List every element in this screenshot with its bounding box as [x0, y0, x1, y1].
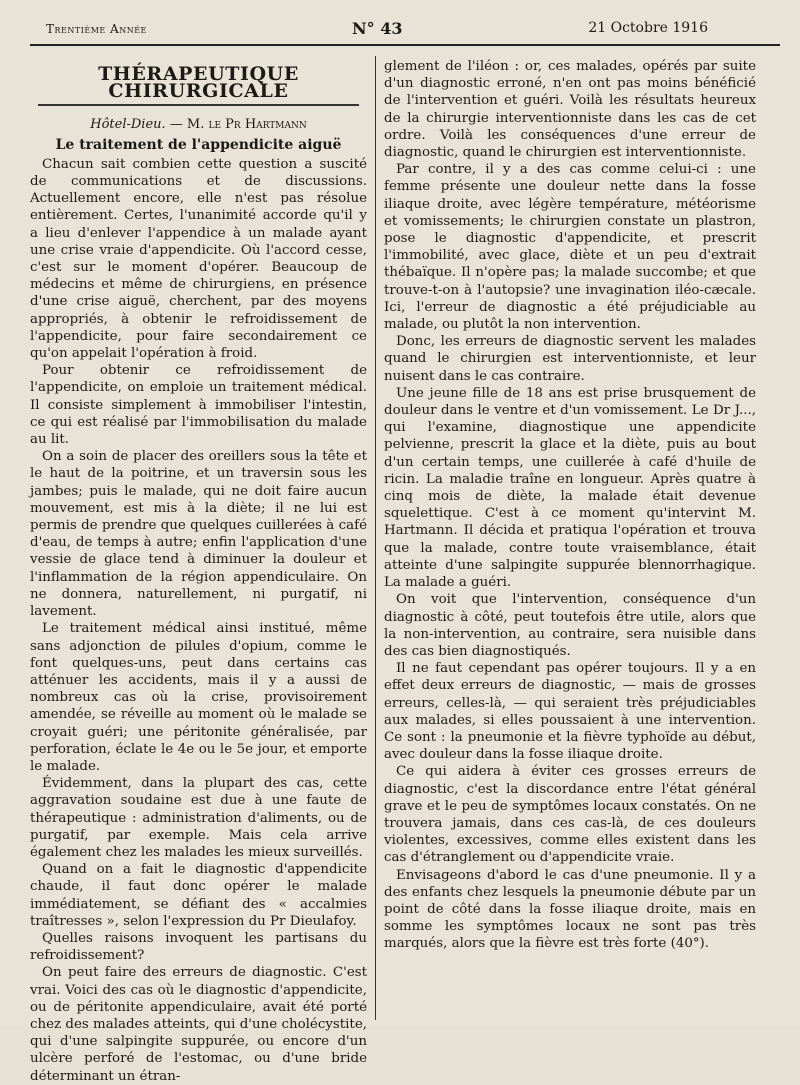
byline-place: Hôtel-Dieu.: [90, 117, 166, 133]
volume-label: Trentième Année: [46, 22, 147, 36]
issue-number: N° 43: [352, 19, 403, 38]
paragraph: Donc, les erreurs de diagnostic servent les malades quand le chirurgien est interventionniste, et leur nuisent dans le cas contraire.: [384, 334, 756, 384]
section-title: THÉRAPEUTIQUE CHIRURGICALE: [98, 63, 299, 103]
masthead-rule: [30, 44, 780, 46]
paragraph: Une jeune fille de 18 ans est prise brusquement de douleur dans le ventre et d'un vomissement. Le Dr J..., qui l'examine, diagnostique une appendicite pelvienne, prescrit la glace et la diète, puis au bout d'un certain temps, une cuillerée à café d'huile de ricin. La maladie traîne en longueur. Après quatre à cinq mois de diète, la malade était devenue squelettique. C'est à ce moment qu'intervint M. Hartmann. Il décida et pratiqua l'opération et trouva que la malade, contre toute vraisemblance, était atteinte d'une salpingite suppurée blennorrhagique. La malade a guéri.: [384, 385, 756, 591]
right-column: [384, 58, 756, 953]
paragraph: glement de l'iléon : or, ces malades, opérés par suite d'un diagnostic erroné, n'en ont pas moins bénéficié de l'intervention et guéri. Voilà les résultats heureux de la chirurgie interventionniste dans les cas de cet ordre. Voilà les conséquences d'une erreur de diagnostic, quand le chirurgien est interventionniste.: [384, 59, 756, 161]
paragraph: Par contre, il y a des cas comme celui-ci : une femme présente une douleur nette dans la fosse iliaque droite, avec légère température, météorisme et vomissements; le chirurgien constate un plastron, pose le diagnostic d'appendicite, et prescrit l'immobilité, avec glace, diète et un peu d'extrait thébaïque. Il n'opère pas; la malade succombe; et que trouve-t-on à l'autopsie? une invagination iléo-cæcale. Ici, l'erreur de diagnostic a été préjudiciable au malade, ou plutôt la non intervention.: [384, 162, 756, 333]
left-column: [30, 58, 367, 1085]
paragraph: Il ne faut cependant pas opérer toujours. Il y a en effet deux erreurs de diagnostic, — mais de grosses erreurs, celles-là, — qui seraient très préjudiciables aux malades, si elles poussaient à une intervention. Ce sont : la pneumonie et la fièvre typhoïde au début, avec douleur dans la fosse iliaque droite.: [384, 661, 756, 763]
byline: [30, 116, 367, 133]
paragraph: Le traitement médical ainsi institué, même sans adjonction de pilules d'opium, comme le font quelques-uns, peut dans certains cas atténuer les accidents, mais il y a aussi de nombreux cas où la crise, provisoirement amendée, se réveille au moment où le malade se croyait guéri; une péritonite généralisée, par perforation, éclate le 4e ou le 5e jour, et emporte le malade.: [30, 621, 367, 774]
paragraph: Envisageons d'abord le cas d'une pneumonie. Il y a des enfants chez lesquels la pneumonie débute par un point de côté dans la fosse iliaque droite, mais en somme les symptômes locaux ne sont pas très marqués, alors que la fièvre est très forte (40°).: [384, 867, 756, 952]
paragraph: Évidemment, dans la plupart des cas, cette aggravation soudaine est due à une faute de thérapeutique : administration d'aliments, ou de purgatif, par exemple. Mais cela arrive également chez les malades les mieux surveillés.: [30, 776, 367, 860]
paragraph: On peut faire des erreurs de diagnostic. C'est vrai. Voici des cas où le diagnostic d'appendicite, ou de péritonite appendiculaire, avait été porté chez des malades atteints, qui d'une cholécystite, qui d'une salpingite suppurée, ou encore d'un ulcère perforé de l'estomac, ou d'une bride déterminant un étran-: [30, 965, 367, 1084]
paragraph: On a soin de placer des oreillers sous la tête et le haut de la poitrine, et un traversin sous les jambes; puis le malade, qui ne doit faire aucun mouvement, est mis à la diète; il ne lui est permis de prendre que quelques cuillerées à café d'eau, de temps à autre; enfin l'application d'une vessie de glace tend à diminuer la douleur et l'inflammation de la région appendiculaire. On ne donnera, naturellement, ni purgatif, ni lavement.: [30, 449, 367, 620]
column-divider: [375, 56, 376, 1020]
paragraph: Quand on a fait le diagnostic d'appendicite chaude, il faut donc opérer le malade immédiatement, se défiant des « accalmies traîtresses », selon l'expression du Pr Dieulafoy.: [30, 862, 367, 929]
paragraph: Quelles raisons invoquent les partisans du refroidissement?: [30, 930, 367, 964]
byline-author: — M. le Pr Hartmann: [169, 117, 307, 133]
masthead: [46, 14, 708, 44]
article-title: Le traitement de l'appendicite aiguë: [55, 136, 342, 153]
paragraph: Chacun sait combien cette question a suscité de communications et de discussions. Actuellement encore, elle n'est pas résolue entièrement. Certes, l'unanimité accorde qu'il y a lieu d'enlever l'appendice à un malade ayant une crise vraie d'appendicite. Où l'accord cesse, c'est sur le moment d'opérer. Beaucoup de médecins et même de chirurgiens, en présence d'une crise aiguë, cherchent, par des moyens appropriés, à obtenir le refroidissement de l'appendicite, pour faire secondairement ce qu'on appelait l'opération à froid.: [30, 156, 367, 362]
paragraph: Pour obtenir ce refroidissement de l'appendicite, on emploie un traitement médical. Il consiste simplement à immobiliser l'intestin, ce qui est réalisé par l'immobilisation du malade au lit.: [30, 363, 367, 448]
paragraph: Ce qui aidera à éviter ces grosses erreurs de diagnostic, c'est la discordance entre l'état général grave et le peu de symptômes locaux constatés. On ne trouvera jamais, dans ces cas-là, de ces douleurs violentes, excessives, comme elles existent dans les cas d'étranglement ou d'appendicite vraie.: [384, 764, 756, 866]
issue-date: 21 Octobre 1916: [588, 20, 708, 36]
paragraph: On voit que l'intervention, conséquence d'un diagnostic à côté, peut toutefois être utile, alors que la non-intervention, au contraire, sera nuisible dans des cas bien diagnostiqués.: [384, 592, 756, 659]
section-title-rule: [38, 104, 359, 106]
